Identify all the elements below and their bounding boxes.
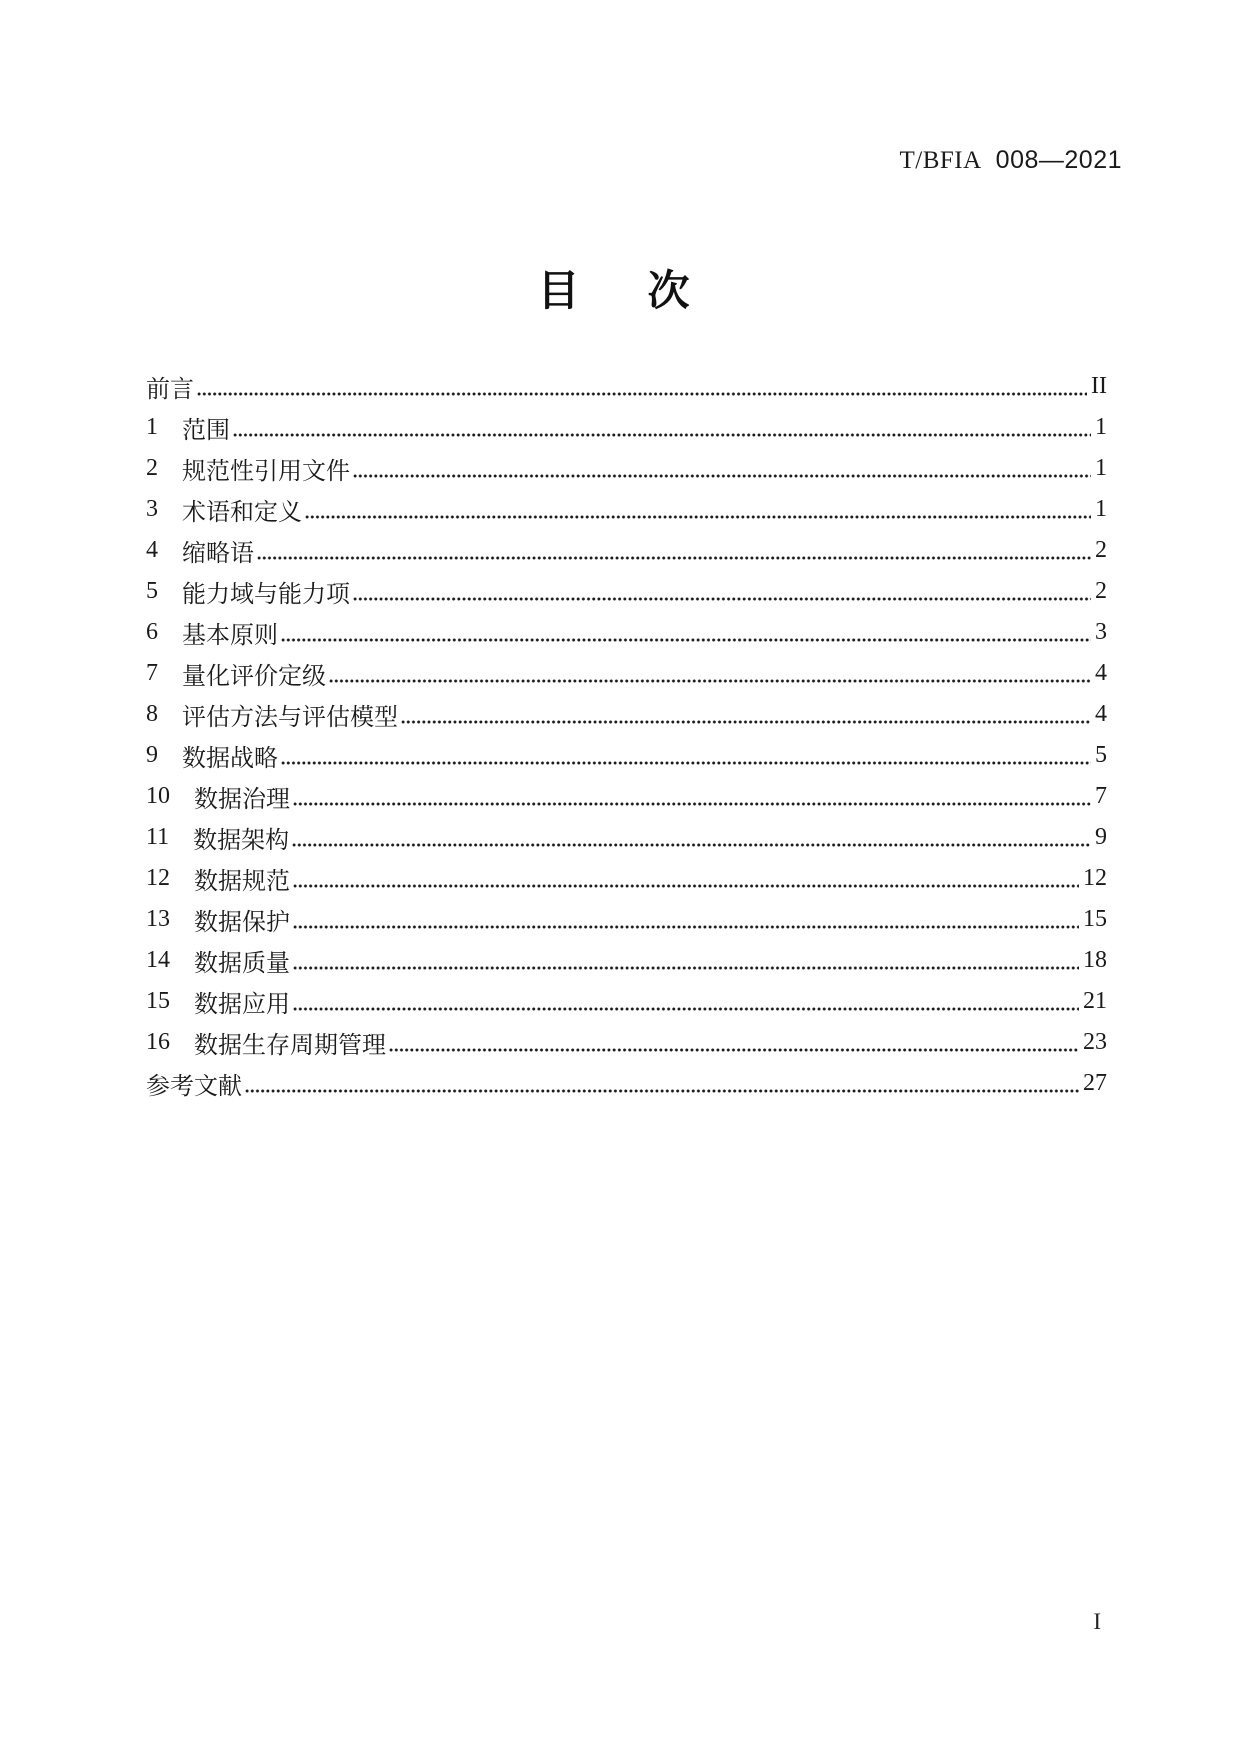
- toc-entry: [146, 489, 1107, 530]
- toc-entry-number: 15: [146, 988, 170, 1014]
- toc-entry-number: 11: [146, 824, 170, 850]
- toc-entry-label: 前言: [146, 377, 194, 403]
- toc-entry-page: II: [1091, 373, 1107, 399]
- toc-dot-leader: [257, 556, 1091, 560]
- toc-dot-leader: [281, 761, 1091, 765]
- toc-entry-page: 7: [1095, 783, 1107, 809]
- toc-entry-page: 21: [1083, 988, 1107, 1014]
- toc-entry-page: 4: [1095, 701, 1107, 727]
- toc-entry: [146, 899, 1107, 940]
- toc-entry-number: 16: [146, 1029, 170, 1055]
- toc-entry-page: 18: [1083, 947, 1107, 973]
- toc-entry: [146, 858, 1107, 899]
- toc-entry: [146, 530, 1107, 571]
- toc-entry-label: 范围: [182, 418, 230, 444]
- toc-entry-page: 1: [1095, 496, 1107, 522]
- toc-entry: [146, 407, 1107, 448]
- toc-entry-page: 2: [1095, 537, 1107, 563]
- toc-entry-page: 23: [1083, 1029, 1107, 1055]
- toc-entry-number: 12: [146, 865, 170, 891]
- toc-entry-label: 量化评价定级: [182, 664, 326, 690]
- toc-entry-number: 7: [146, 660, 158, 686]
- toc-entry: [146, 612, 1107, 653]
- toc-entry-number: 3: [146, 496, 158, 522]
- toc-dot-leader: [197, 392, 1087, 396]
- toc-entry: [146, 817, 1107, 858]
- toc-dot-leader: [353, 597, 1091, 601]
- toc-entry-label: 基本原则: [182, 623, 278, 649]
- toc-entry-number: 8: [146, 701, 158, 727]
- toc-entry-label: 数据治理: [194, 787, 290, 813]
- standard-code-prefix: T/BFIA: [899, 147, 982, 174]
- toc-entry-label: 数据保护: [194, 910, 290, 936]
- toc-entry: [146, 735, 1107, 776]
- toc-dot-leader: [353, 474, 1091, 478]
- toc-dot-leader: [292, 843, 1091, 847]
- page-title: 目 次: [537, 267, 703, 314]
- toc-entry-page: 3: [1095, 619, 1107, 645]
- toc-entry-label: 数据战略: [182, 746, 278, 772]
- toc-entry: [146, 366, 1107, 407]
- toc-entry-page: 9: [1095, 824, 1107, 850]
- toc-dot-leader: [389, 1048, 1079, 1052]
- standard-code-header: [899, 148, 1122, 173]
- toc-entry-label: 术语和定义: [182, 500, 302, 526]
- toc-entry-number: 14: [146, 947, 170, 973]
- toc-entry-number: 9: [146, 742, 158, 768]
- toc-entry-label: 数据架构: [193, 828, 290, 854]
- page-footer-number: I: [1093, 1609, 1101, 1634]
- toc-dot-leader: [329, 679, 1091, 683]
- toc-entry-number: 10: [146, 783, 170, 809]
- toc-entry-label: 数据应用: [194, 992, 290, 1018]
- toc-entry-page: 5: [1095, 742, 1107, 768]
- toc-entry: [146, 694, 1107, 735]
- toc-entry: [146, 776, 1107, 817]
- toc-dot-leader: [293, 966, 1079, 970]
- toc-entry-page: 2: [1095, 578, 1107, 604]
- toc-entry-page: 4: [1095, 660, 1107, 686]
- toc-entry: [146, 981, 1107, 1022]
- toc-entry: [146, 1063, 1107, 1104]
- toc-entry-page: 12: [1083, 865, 1107, 891]
- toc-dot-leader: [293, 1007, 1079, 1011]
- toc-entry-label: 数据质量: [194, 951, 290, 977]
- toc-entry-number: 5: [146, 578, 158, 604]
- toc-dot-leader: [293, 802, 1091, 806]
- toc-entry-number: 2: [146, 455, 158, 481]
- toc-dot-leader: [401, 720, 1091, 724]
- toc-entry-number: 13: [146, 906, 170, 932]
- toc-entry-page: 1: [1095, 414, 1107, 440]
- toc-dot-leader: [293, 925, 1079, 929]
- toc-entry-label: 缩略语: [182, 541, 254, 567]
- toc-entry-page: 1: [1095, 455, 1107, 481]
- toc-entry-page: 27: [1083, 1070, 1107, 1096]
- toc-entry-number: 6: [146, 619, 158, 645]
- toc-entry: [146, 571, 1107, 612]
- toc-entry-label: 能力域与能力项: [182, 582, 350, 608]
- toc-entry-number: 1: [146, 414, 158, 440]
- toc-dot-leader: [281, 638, 1091, 642]
- table-of-contents: [146, 366, 1107, 1104]
- toc-entry-label: 数据生存周期管理: [194, 1033, 386, 1059]
- toc-entry-number: 4: [146, 537, 158, 563]
- toc-dot-leader: [293, 884, 1079, 888]
- toc-entry: [146, 940, 1107, 981]
- toc-dot-leader: [233, 433, 1091, 437]
- toc-entry: [146, 653, 1107, 694]
- toc-entry: [146, 448, 1107, 489]
- toc-dot-leader: [305, 515, 1091, 519]
- toc-entry-label: 规范性引用文件: [182, 459, 350, 485]
- toc-entry-label: 数据规范: [194, 869, 290, 895]
- standard-code-number: 008—2021: [995, 146, 1122, 174]
- toc-dot-leader: [245, 1089, 1079, 1093]
- toc-entry-label: 评估方法与评估模型: [182, 705, 398, 731]
- toc-entry: [146, 1022, 1107, 1063]
- toc-entry-page: 15: [1083, 906, 1107, 932]
- toc-entry-label: 参考文献: [146, 1074, 242, 1100]
